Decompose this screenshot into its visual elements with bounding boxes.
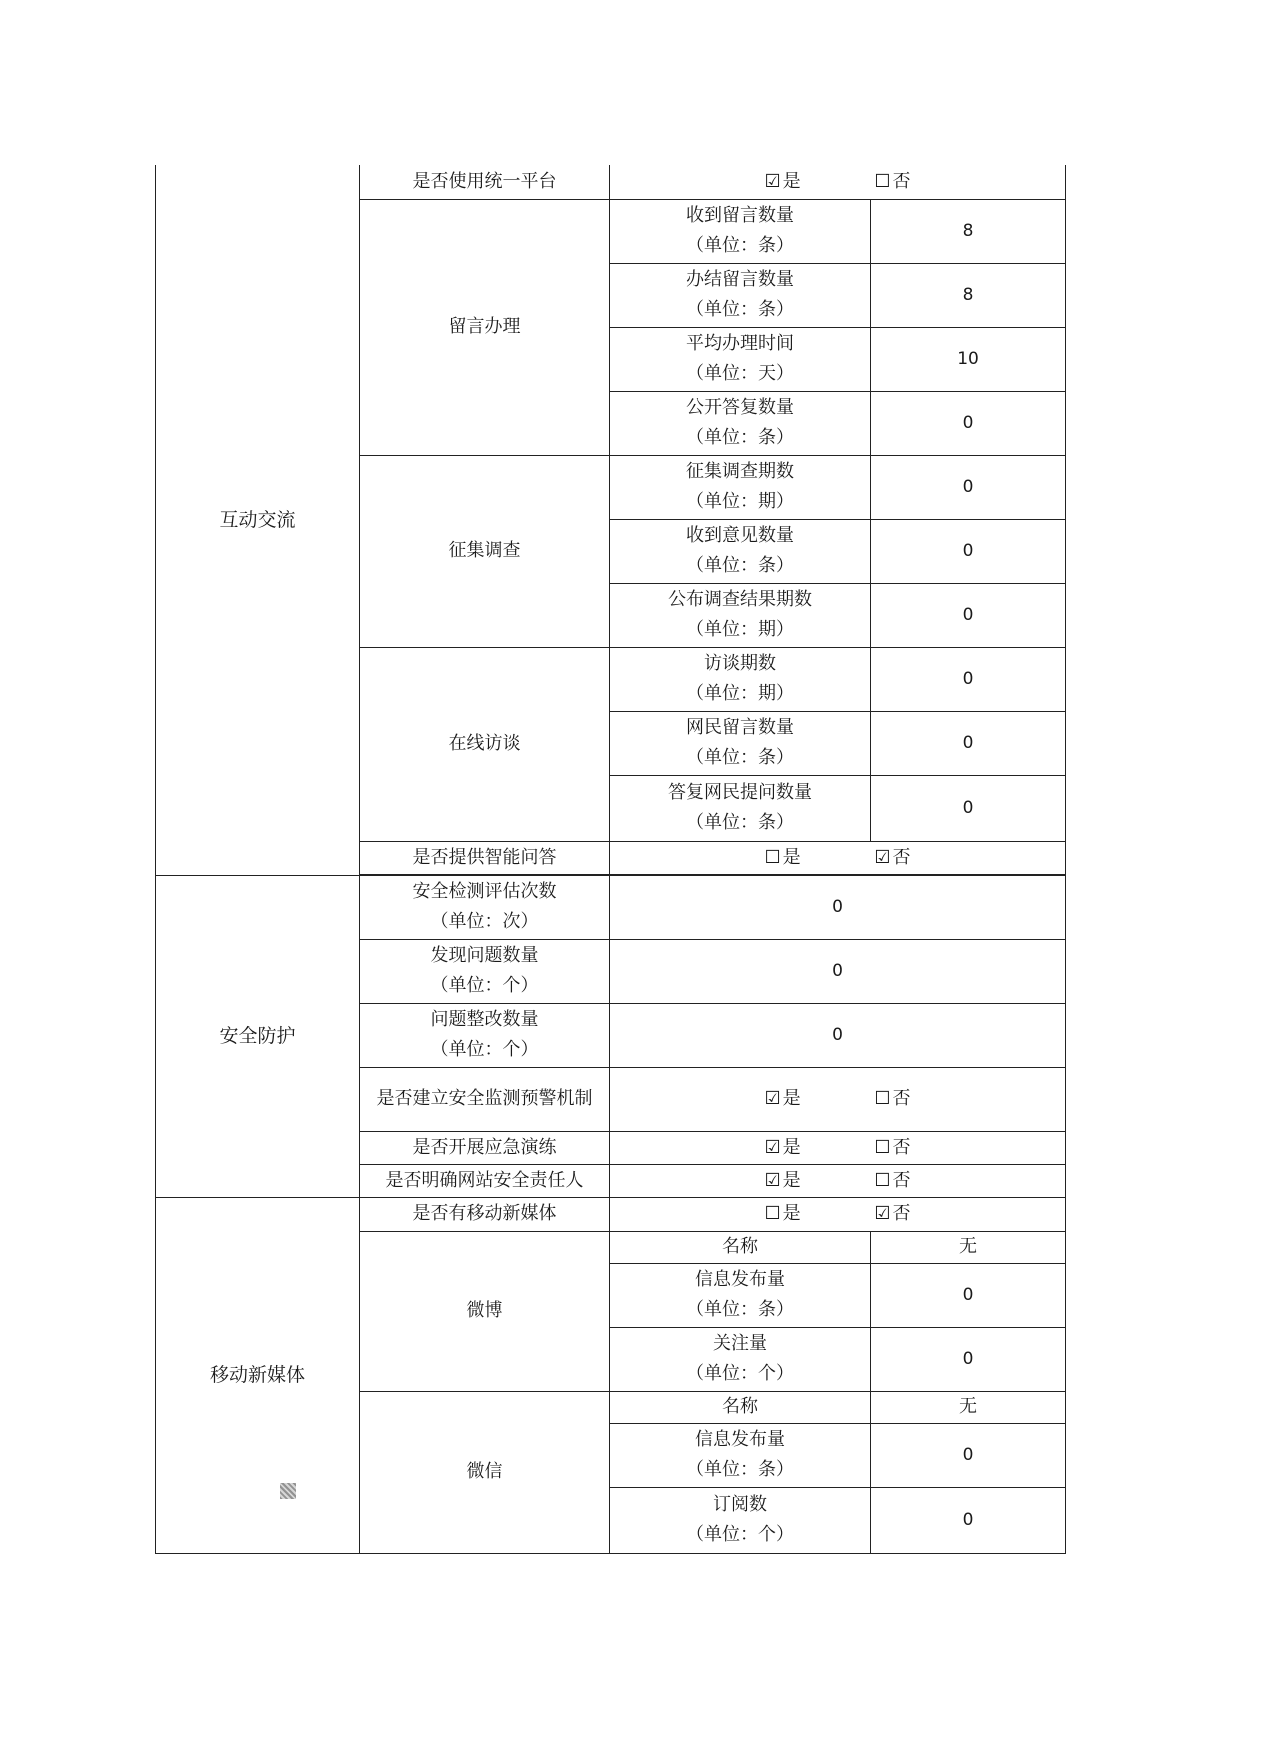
item-label: 公布调查结果期数 （单位：期） <box>610 583 871 647</box>
online-interview-group: 在线访谈 <box>360 647 610 841</box>
item-label: 安全检测评估次数 （单位：次） <box>360 875 610 939</box>
unified-platform-label: 是否使用统一平台 <box>360 165 610 199</box>
item-value: 10 <box>871 327 1066 391</box>
item-label: 关注量 （单位：个） <box>610 1327 871 1391</box>
scan-artifact-mark <box>280 1483 296 1499</box>
option-no[interactable]: ☐ 否 <box>874 1136 911 1158</box>
smart-qa-options <box>610 841 1066 874</box>
item-value: 0 <box>871 1423 1066 1487</box>
name-value: 无 <box>871 1231 1066 1263</box>
checkbox-empty-icon[interactable]: ☐ <box>874 1088 891 1109</box>
item-label: 发现问题数量 （单位：个） <box>360 939 610 1003</box>
security-check-label: 是否开展应急演练 <box>360 1131 610 1164</box>
section-security: 安全防护 <box>156 875 360 1197</box>
item-label: 访谈期数 （单位：期） <box>610 647 871 711</box>
security-check-label: 是否建立安全监测预警机制 <box>360 1067 610 1131</box>
item-value: 0 <box>871 519 1066 583</box>
option-no[interactable]: ☑ 否 <box>874 1203 911 1224</box>
checkbox-checked-icon[interactable]: ☑ <box>764 1088 781 1109</box>
security-check-label: 是否明确网站安全责任人 <box>360 1164 610 1197</box>
item-value: 0 <box>871 1487 1066 1553</box>
option-no[interactable]: ☑ 否 <box>874 846 911 868</box>
name-label: 名称 <box>610 1231 871 1263</box>
smart-qa-label: 是否提供智能问答 <box>360 841 610 874</box>
item-value: 0 <box>610 1003 1066 1067</box>
checkbox-empty-icon[interactable]: ☐ <box>874 1169 891 1191</box>
item-label: 信息发布量 （单位：条） <box>610 1423 871 1487</box>
item-value: 0 <box>871 583 1066 647</box>
option-yes[interactable]: ☐ 是 <box>764 1203 801 1224</box>
item-value: 0 <box>871 455 1066 519</box>
item-value: 0 <box>871 775 1066 841</box>
item-label: 信息发布量 （单位：条） <box>610 1263 871 1327</box>
checkbox-checked-icon[interactable]: ☑ <box>764 1136 781 1158</box>
item-value: 0 <box>871 1263 1066 1327</box>
option-yes[interactable]: ☑ 是 <box>764 1169 801 1191</box>
security-check-options <box>610 1131 1066 1164</box>
new-media-label: 是否有移动新媒体 <box>360 1197 610 1231</box>
item-value: 8 <box>871 199 1066 263</box>
section-new-media: 移动新媒体 <box>156 1197 360 1553</box>
new-media-options <box>610 1197 1066 1231</box>
option-no[interactable]: ☐ 否 <box>874 170 911 192</box>
survey-group: 征集调查 <box>360 455 610 647</box>
item-value: 0 <box>871 711 1066 775</box>
item-value: 0 <box>871 647 1066 711</box>
unified-platform-options <box>610 165 1066 199</box>
checkbox-empty-icon[interactable]: ☐ <box>764 846 781 868</box>
checkbox-empty-icon[interactable]: ☐ <box>874 1136 891 1158</box>
wechat-group: 微信 <box>360 1391 610 1553</box>
security-check-options <box>610 1164 1066 1197</box>
message-handling-group: 留言办理 <box>360 199 610 455</box>
statistics-table <box>155 165 1066 1554</box>
item-value: 0 <box>610 939 1066 1003</box>
item-label: 收到留言数量 （单位：条） <box>610 199 871 263</box>
checkbox-empty-icon[interactable]: ☐ <box>764 1203 781 1224</box>
option-no[interactable]: ☐ 否 <box>874 1169 911 1191</box>
option-yes[interactable]: ☑ 是 <box>764 170 801 192</box>
option-yes[interactable]: ☐ 是 <box>764 846 801 868</box>
option-yes[interactable]: ☑ 是 <box>764 1088 801 1109</box>
checkbox-checked-icon[interactable]: ☑ <box>764 1169 781 1191</box>
option-yes[interactable]: ☑ 是 <box>764 1136 801 1158</box>
item-label: 公开答复数量 （单位：条） <box>610 391 871 455</box>
item-label: 订阅数 （单位：个） <box>610 1487 871 1553</box>
item-value: 0 <box>610 875 1066 939</box>
option-no[interactable]: ☐ 否 <box>874 1088 911 1109</box>
name-label: 名称 <box>610 1391 871 1423</box>
item-label: 平均办理时间 （单位：天） <box>610 327 871 391</box>
checkbox-checked-icon[interactable]: ☑ <box>874 846 891 868</box>
checkbox-checked-icon[interactable]: ☑ <box>874 1203 891 1224</box>
item-label: 问题整改数量 （单位：个） <box>360 1003 610 1067</box>
item-value: 0 <box>871 391 1066 455</box>
security-check-options <box>610 1067 1066 1131</box>
section-interaction: 互动交流 <box>156 165 360 875</box>
checkbox-checked-icon[interactable]: ☑ <box>764 170 781 192</box>
item-label: 网民留言数量 （单位：条） <box>610 711 871 775</box>
item-value: 0 <box>871 1327 1066 1391</box>
item-value: 8 <box>871 263 1066 327</box>
item-label: 办结留言数量 （单位：条） <box>610 263 871 327</box>
weibo-group: 微博 <box>360 1231 610 1391</box>
item-label: 收到意见数量 （单位：条） <box>610 519 871 583</box>
item-label: 答复网民提问数量 （单位：条） <box>610 775 871 841</box>
checkbox-empty-icon[interactable]: ☐ <box>874 170 891 192</box>
item-label: 征集调查期数 （单位：期） <box>610 455 871 519</box>
name-value: 无 <box>871 1391 1066 1423</box>
